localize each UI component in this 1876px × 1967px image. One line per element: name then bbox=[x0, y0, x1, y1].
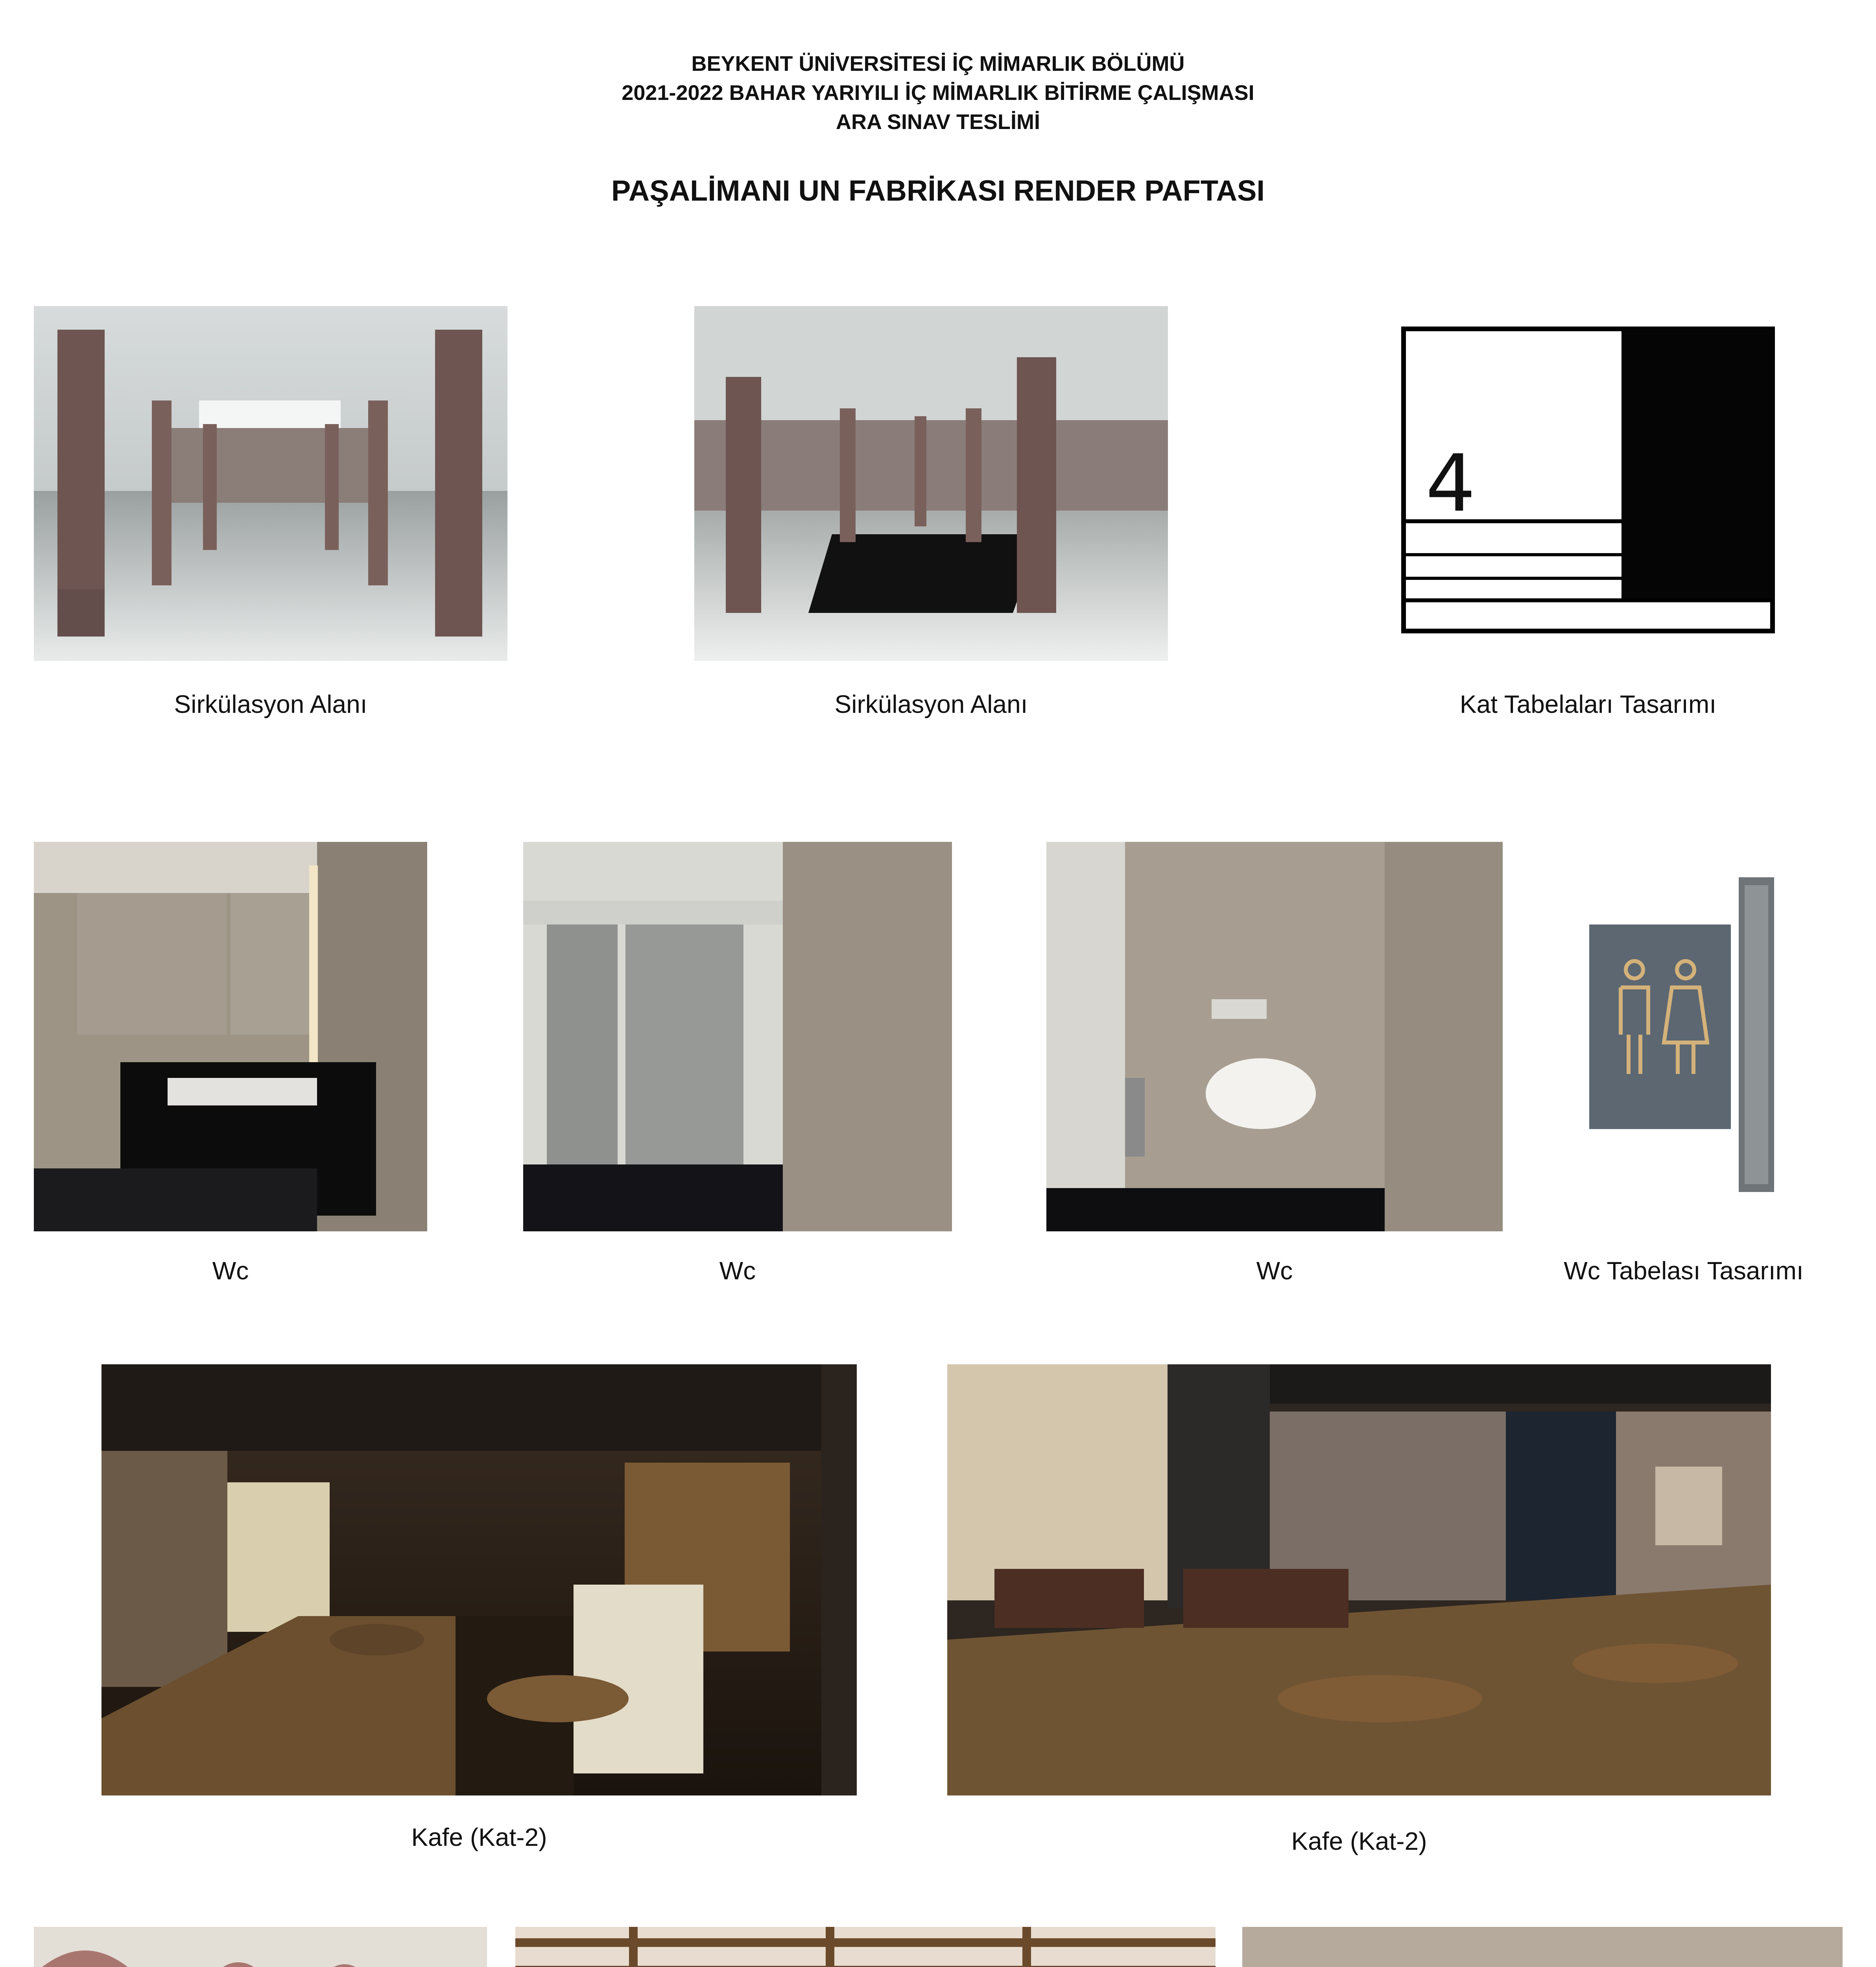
caption-wc-1: Wc bbox=[212, 1257, 249, 1285]
wc-sign-design bbox=[1589, 877, 1778, 1192]
header-line-1: BEYKENT ÜNİVERSİTESİ İÇ MİMARLIK BÖLÜMÜ bbox=[691, 52, 1185, 76]
render-cafe-garden-1 bbox=[34, 1927, 487, 1967]
caption-wc-2: Wc bbox=[719, 1257, 756, 1285]
render-manager-office bbox=[1242, 1927, 1843, 1967]
caption-cafe-2: Kafe (Kat-2) bbox=[1291, 1827, 1427, 1855]
caption-circulation-area-1: Sirkülasyon Alanı bbox=[174, 690, 367, 718]
caption-floor-sign-design: Kat Tabelaları Tasarımı bbox=[1459, 690, 1717, 718]
caption-wc-3: Wc bbox=[1256, 1257, 1293, 1285]
sheet-title: PAŞALİMANI UN FABRİKASI RENDER PAFTASI bbox=[611, 174, 1265, 207]
caption-cafe-1: Kafe (Kat-2) bbox=[411, 1823, 547, 1851]
render-cafe-1 bbox=[101, 1364, 857, 1795]
header-line-3: ARA SINAV TESLİMİ bbox=[836, 110, 1040, 134]
caption-circulation-area-2: Sirkülasyon Alanı bbox=[834, 690, 1028, 718]
header-line-2: 2021-2022 BAHAR YARIYILI İÇ MİMARLIK BİTİRME ÇALIŞMASI bbox=[622, 81, 1254, 105]
render-cafe-2 bbox=[947, 1364, 1771, 1795]
floor-sign-design bbox=[1401, 327, 1775, 633]
render-cafe-garden-2 bbox=[515, 1927, 1216, 1967]
render-circulation-area-2 bbox=[694, 306, 1168, 661]
render-wc-3 bbox=[1046, 842, 1503, 1231]
render-circulation-area-1 bbox=[34, 306, 507, 661]
caption-wc-sign-design: Wc Tabelası Tasarımı bbox=[1564, 1257, 1804, 1285]
render-wc-2 bbox=[523, 842, 952, 1231]
floor-sign-number: 4 bbox=[1426, 438, 1476, 530]
render-wc-1 bbox=[34, 842, 427, 1231]
